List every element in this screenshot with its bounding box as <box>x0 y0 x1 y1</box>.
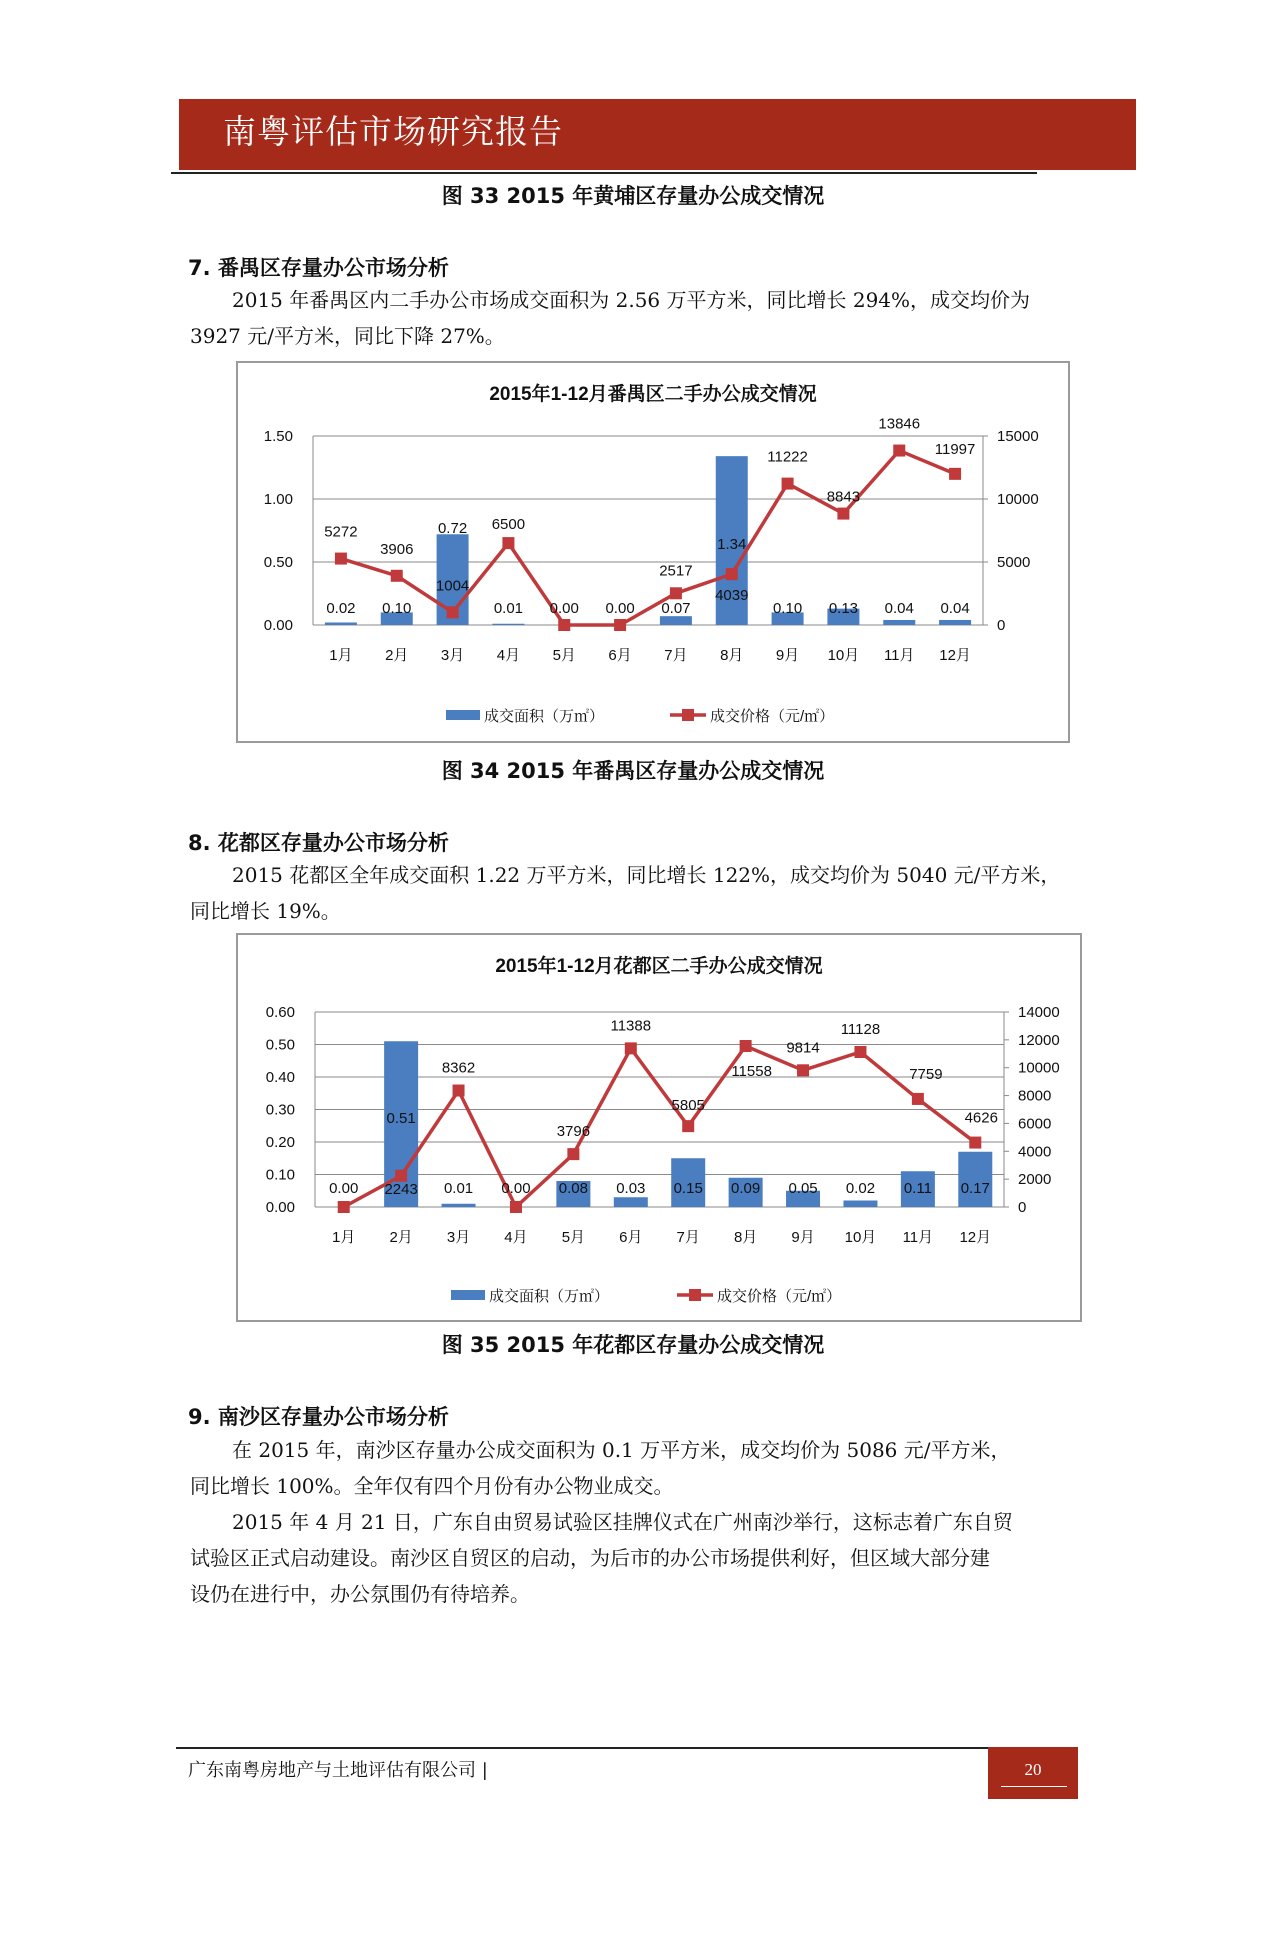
panyu-price-marker <box>335 553 347 565</box>
panyu-bar-value-label: 0.02 <box>326 600 356 617</box>
panyu-price-marker <box>670 587 682 599</box>
panyu-category-label: 4月 <box>496 647 521 664</box>
huadu-price-line <box>344 1046 976 1207</box>
panyu-bar-value-label: 0.04 <box>884 600 914 617</box>
huadu-bar <box>843 1201 877 1208</box>
panyu-bar-value-label: 0.07 <box>661 600 691 617</box>
panyu-price-value-label: 13846 <box>878 415 921 433</box>
huadu-right-tick: 4000 <box>1018 1143 1052 1161</box>
panyu-right-tick: 5000 <box>997 554 1031 571</box>
panyu-legend-line-label: 成交价格（元/㎡） <box>710 708 835 725</box>
panyu-bar-value-label: 1.34 <box>717 536 747 553</box>
huadu-price-marker <box>740 1040 752 1052</box>
panyu-legend-bar-swatch <box>446 710 480 720</box>
huadu-category-label: 4月 <box>504 1229 528 1246</box>
huadu-bar-value-label: 0.17 <box>960 1180 990 1197</box>
panyu-price-value-label: 11222 <box>767 448 808 466</box>
huadu-chart <box>236 933 1082 1322</box>
huadu-chart-svg <box>238 935 1080 1320</box>
huadu-bar-value-label: 0.05 <box>788 1180 818 1197</box>
panyu-category-label: 2月 <box>385 647 409 664</box>
huadu-price-marker <box>682 1120 694 1132</box>
panyu-right-tick: 10000 <box>997 491 1039 508</box>
panyu-bar-value-label: 0.72 <box>437 520 468 537</box>
huadu-right-tick: 10000 <box>1018 1059 1060 1077</box>
huadu-bar <box>442 1204 476 1207</box>
huadu-legend-line-label: 成交价格（元/㎡） <box>717 1288 842 1305</box>
panyu-category-label: 12月 <box>939 647 971 664</box>
huadu-right-tick: 12000 <box>1018 1031 1060 1049</box>
section-9-p2-line-2: 试验区正式启动建设。南沙区自贸区的启动，为后市的办公市场提供利好，但区域大部分建 <box>190 1546 990 1570</box>
report-title: 南粤评估市场研究报告 <box>223 112 563 151</box>
section-9-heading: 9. 南沙区存量办公市场分析 <box>188 1405 449 1429</box>
panyu-bar <box>883 620 915 625</box>
section-9-paragraph <box>190 1432 1070 1612</box>
huadu-category-label: 9月 <box>791 1229 815 1246</box>
figure-34-caption: 图 34 2015 年番禺区存量办公成交情况 <box>441 759 825 783</box>
huadu-category-label: 3月 <box>446 1229 471 1246</box>
footer-company: 广东南粤房地产与土地评估有限公司 | <box>188 1760 488 1781</box>
panyu-chart-svg <box>238 363 1068 741</box>
panyu-price-marker <box>949 468 961 480</box>
huadu-price-marker <box>567 1148 579 1160</box>
huadu-category-label: 8月 <box>733 1229 758 1246</box>
panyu-price-marker <box>502 537 514 549</box>
panyu-price-value-label: 4039 <box>715 587 749 605</box>
huadu-left-tick: 0.40 <box>265 1069 295 1086</box>
panyu-category-label: 1月 <box>329 647 353 664</box>
huadu-price-value-label: 2243 <box>384 1180 418 1198</box>
huadu-price-value-label: 11558 <box>731 1063 772 1081</box>
panyu-bar-value-label: 0.01 <box>493 600 524 617</box>
section-9-p1-line-1: 在 2015 年，南沙区存量办公成交面积为 0.1 万平方米，成交均价为 5086 元/平方米， <box>232 1438 1011 1462</box>
panyu-left-tick: 0.50 <box>263 554 293 571</box>
huadu-legend-line-marker <box>689 1289 701 1301</box>
huadu-category-label: 7月 <box>676 1229 700 1246</box>
section-7-paragraph <box>190 282 1070 354</box>
huadu-left-tick: 0.60 <box>265 1004 295 1021</box>
huadu-right-tick: 6000 <box>1018 1115 1052 1133</box>
huadu-legend-bar-swatch <box>451 1290 485 1300</box>
panyu-price-value-label: 1004 <box>435 577 470 595</box>
panyu-price-marker <box>391 570 403 582</box>
footer-rule <box>176 1747 988 1749</box>
panyu-bar-value-label: 0.10 <box>772 600 803 617</box>
section-7-line-1: 2015 年番禺区内二手办公市场成交面积为 2.56 万平方米，同比增长 294%，成交均价为 <box>232 288 1031 312</box>
huadu-price-marker <box>912 1093 924 1105</box>
panyu-legend-line-marker <box>682 709 694 721</box>
huadu-price-value-label: 7759 <box>909 1065 943 1083</box>
huadu-category-label: 11月 <box>902 1229 934 1246</box>
panyu-chart <box>236 361 1070 743</box>
section-8-paragraph <box>190 857 1070 929</box>
panyu-category-label: 6月 <box>608 647 632 664</box>
huadu-bar-value-label: 0.51 <box>386 1110 416 1127</box>
huadu-price-value-label: 11388 <box>610 1017 652 1035</box>
huadu-left-tick: 0.10 <box>265 1166 295 1184</box>
panyu-category-label: 7月 <box>664 647 688 664</box>
panyu-category-label: 5月 <box>552 647 576 664</box>
section-7-heading: 7. 番禺区存量办公市场分析 <box>188 256 449 280</box>
huadu-category-label: 10月 <box>844 1229 877 1246</box>
panyu-right-tick: 15000 <box>997 428 1039 445</box>
huadu-bar <box>614 1197 648 1207</box>
huadu-price-value-label: 8362 <box>441 1059 476 1077</box>
panyu-category-label: 11月 <box>883 647 915 664</box>
huadu-legend-bar-label: 成交面积（万㎡） <box>489 1288 610 1305</box>
huadu-price-value-label: 11128 <box>840 1021 881 1039</box>
panyu-bar-value-label: 0.13 <box>828 600 859 617</box>
huadu-category-label: 1月 <box>332 1229 356 1246</box>
huadu-price-marker <box>625 1042 637 1054</box>
huadu-bar-value-label: 0.00 <box>329 1180 359 1197</box>
panyu-bar <box>939 620 971 625</box>
panyu-price-marker <box>726 568 738 580</box>
section-9-p1-line-2: 同比增长 100%。全年仅有四个月份有办公物业成交。 <box>190 1474 674 1498</box>
panyu-price-marker <box>614 619 626 631</box>
panyu-bar-value-label: 0.10 <box>382 600 412 617</box>
panyu-price-marker <box>893 445 905 457</box>
huadu-left-tick: 0.50 <box>265 1036 295 1054</box>
huadu-left-tick: 0.00 <box>265 1199 295 1216</box>
panyu-title: 2015年1-12月番禺区二手办公成交情况 <box>489 384 817 405</box>
huadu-right-tick: 14000 <box>1018 1004 1060 1021</box>
huadu-bar-value-label: 0.15 <box>673 1180 703 1197</box>
huadu-price-marker <box>510 1201 522 1213</box>
huadu-category-label: 2月 <box>389 1229 413 1246</box>
huadu-right-tick: 2000 <box>1018 1171 1052 1189</box>
panyu-left-tick: 1.50 <box>263 428 293 445</box>
panyu-left-tick: 1.00 <box>263 491 293 508</box>
panyu-bar-value-label: 0.00 <box>605 600 635 617</box>
huadu-category-label: 5月 <box>561 1229 586 1246</box>
panyu-category-label: 10月 <box>827 647 860 664</box>
panyu-left-tick: 0.00 <box>263 617 293 634</box>
section-8-line-2: 同比增长 19%。 <box>190 899 341 923</box>
panyu-price-value-label: 8843 <box>826 488 861 506</box>
panyu-price-marker <box>782 478 794 490</box>
page-number: 20 <box>1024 1760 1042 1779</box>
panyu-price-value-label: 3906 <box>380 540 414 558</box>
huadu-price-value-label: 9814 <box>786 1039 820 1057</box>
panyu-bar-value-label: 0.04 <box>940 600 970 617</box>
panyu-category-label: 8月 <box>720 647 744 664</box>
huadu-category-label: 12月 <box>959 1229 992 1246</box>
header-rule <box>171 172 1037 174</box>
huadu-bar-value-label: 0.11 <box>903 1180 932 1197</box>
page-number-underline <box>1001 1786 1067 1787</box>
section-9-p2-line-3: 设仍在进行中，办公氛围仍有待培养。 <box>190 1582 530 1606</box>
panyu-bar-value-label: 0.00 <box>549 600 579 617</box>
section-9-p2-line-1: 2015 年 4 月 21 日，广东自由贸易试验区挂牌仪式在广州南沙举行，这标志着广东自贸 <box>232 1510 1013 1534</box>
section-8-line-1: 2015 花都区全年成交面积 1.22 万平方米，同比增长 122%，成交均价为 5040 元/平方米， <box>232 863 1061 887</box>
panyu-category-label: 3月 <box>440 647 465 664</box>
panyu-price-value-label: 6500 <box>491 516 526 534</box>
panyu-price-marker <box>447 606 459 618</box>
panyu-price-marker <box>558 619 570 631</box>
huadu-price-value-label: 5805 <box>671 1097 705 1115</box>
huadu-bar-value-label: 0.08 <box>558 1180 588 1197</box>
huadu-price-marker <box>338 1201 350 1213</box>
huadu-title: 2015年1-12月花都区二手办公成交情况 <box>495 956 823 977</box>
figure-33-caption: 图 33 2015 年黄埔区存量办公成交情况 <box>441 184 825 208</box>
panyu-price-value-label: 11997 <box>934 440 976 458</box>
huadu-bar-value-label: 0.03 <box>616 1180 646 1197</box>
panyu-price-value-label: 2517 <box>659 562 693 580</box>
panyu-price-line <box>341 448 955 625</box>
huadu-price-marker <box>969 1137 981 1149</box>
section-8-heading: 8. 花都区存量办公市场分析 <box>188 831 449 855</box>
huadu-bar-value-label: 0.02 <box>845 1180 876 1197</box>
panyu-category-label: 9月 <box>775 647 800 664</box>
panyu-right-tick: 0 <box>997 617 1006 634</box>
huadu-price-value-label: 4626 <box>964 1109 998 1127</box>
panyu-price-value-label: 5272 <box>324 523 358 541</box>
huadu-bar-value-label: 0.00 <box>501 1180 531 1197</box>
huadu-bar-value-label: 0.01 <box>443 1180 474 1197</box>
huadu-right-tick: 0 <box>1018 1199 1027 1216</box>
huadu-bar-value-label: 0.09 <box>731 1180 761 1197</box>
figure-35-caption: 图 35 2015 年花都区存量办公成交情况 <box>441 1333 825 1357</box>
huadu-category-label: 6月 <box>619 1229 643 1246</box>
huadu-price-marker <box>797 1064 809 1076</box>
huadu-price-marker <box>854 1046 866 1058</box>
huadu-price-marker <box>453 1085 465 1097</box>
huadu-left-tick: 0.30 <box>265 1101 295 1119</box>
huadu-right-tick: 8000 <box>1018 1087 1052 1105</box>
panyu-price-marker <box>837 508 849 520</box>
panyu-bar <box>325 622 357 625</box>
section-7-line-2: 3927 元/平方米，同比下降 27%。 <box>190 324 505 348</box>
huadu-left-tick: 0.20 <box>265 1134 295 1151</box>
panyu-bar <box>492 624 524 625</box>
huadu-price-value-label: 3796 <box>556 1123 591 1141</box>
panyu-bar <box>660 616 692 625</box>
panyu-legend-bar-label: 成交面积（万㎡） <box>484 708 605 725</box>
